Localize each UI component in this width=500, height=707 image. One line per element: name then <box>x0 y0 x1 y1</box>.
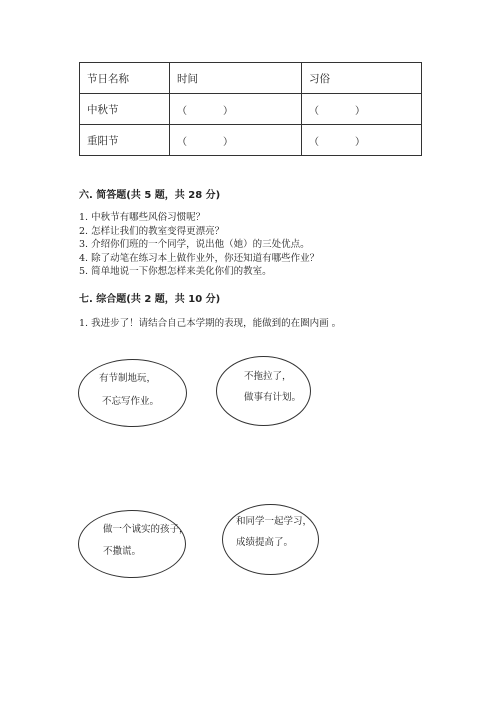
festival-table <box>79 62 422 156</box>
list-item: 4. 除了动笔在练习本上做作业外，你还知道有哪些作业？ <box>79 252 320 264</box>
task-instruction: 1. 我进步了！请结合自己本学期的表现，能做到的在圈内画 。 <box>79 318 342 329</box>
progress-bubble[interactable] <box>78 510 186 578</box>
custom-answer-cell[interactable] <box>302 94 422 125</box>
time-answer-cell[interactable] <box>170 94 302 125</box>
bubble-text-line: 和同学一起学习， <box>236 516 313 527</box>
festival-name-cell: 中秋节 <box>80 94 170 125</box>
bubble-text-line: 不拖拉了， <box>244 371 292 382</box>
bubble-text-line: 成绩提高了。 <box>236 537 294 548</box>
header-custom: 习俗 <box>302 63 422 94</box>
bubble-text-line: 不忘写作业。 <box>102 396 160 407</box>
list-item: 1. 中秋节有哪些风俗习惯呢？ <box>79 212 206 223</box>
list-item: 5. 简单地说一下你想怎样来美化你们的教室。 <box>79 266 272 278</box>
list-item: 3. 介绍你们班的一个同学，说出他（她）的三处优点。 <box>79 239 310 251</box>
question-list <box>79 211 319 279</box>
bubble-text-line: 做事有计划。 <box>244 392 302 403</box>
bubble-text-line: 有节制地玩， <box>99 373 157 384</box>
bubble-text-line: 做一个诚实的孩子， <box>103 524 189 535</box>
festival-name-cell: 重阳节 <box>80 125 170 156</box>
table-row <box>80 125 422 156</box>
bubble-text-line: 不撒谎。 <box>103 546 142 557</box>
answer-blank: （ ） <box>309 105 365 117</box>
section-heading-short-answer: 六. 简答题(共 5 题，共 28 分) <box>79 190 221 201</box>
answer-blank: （ ） <box>309 136 365 148</box>
progress-bubble[interactable] <box>78 359 187 427</box>
answer-blank: （ ） <box>177 136 233 148</box>
time-answer-cell[interactable] <box>170 125 302 156</box>
progress-bubble[interactable] <box>216 356 311 426</box>
table-header-row <box>80 63 422 94</box>
list-item: 2. 怎样让我们的教室变得更漂亮？ <box>79 225 225 237</box>
section-heading-comprehensive: 七. 综合题(共 2 题，共 10 分) <box>79 294 221 305</box>
header-time: 时间 <box>170 63 302 94</box>
table-row <box>80 94 422 125</box>
answer-blank: （ ） <box>177 105 233 117</box>
header-festival-name: 节日名称 <box>80 63 170 94</box>
custom-answer-cell[interactable] <box>302 125 422 156</box>
